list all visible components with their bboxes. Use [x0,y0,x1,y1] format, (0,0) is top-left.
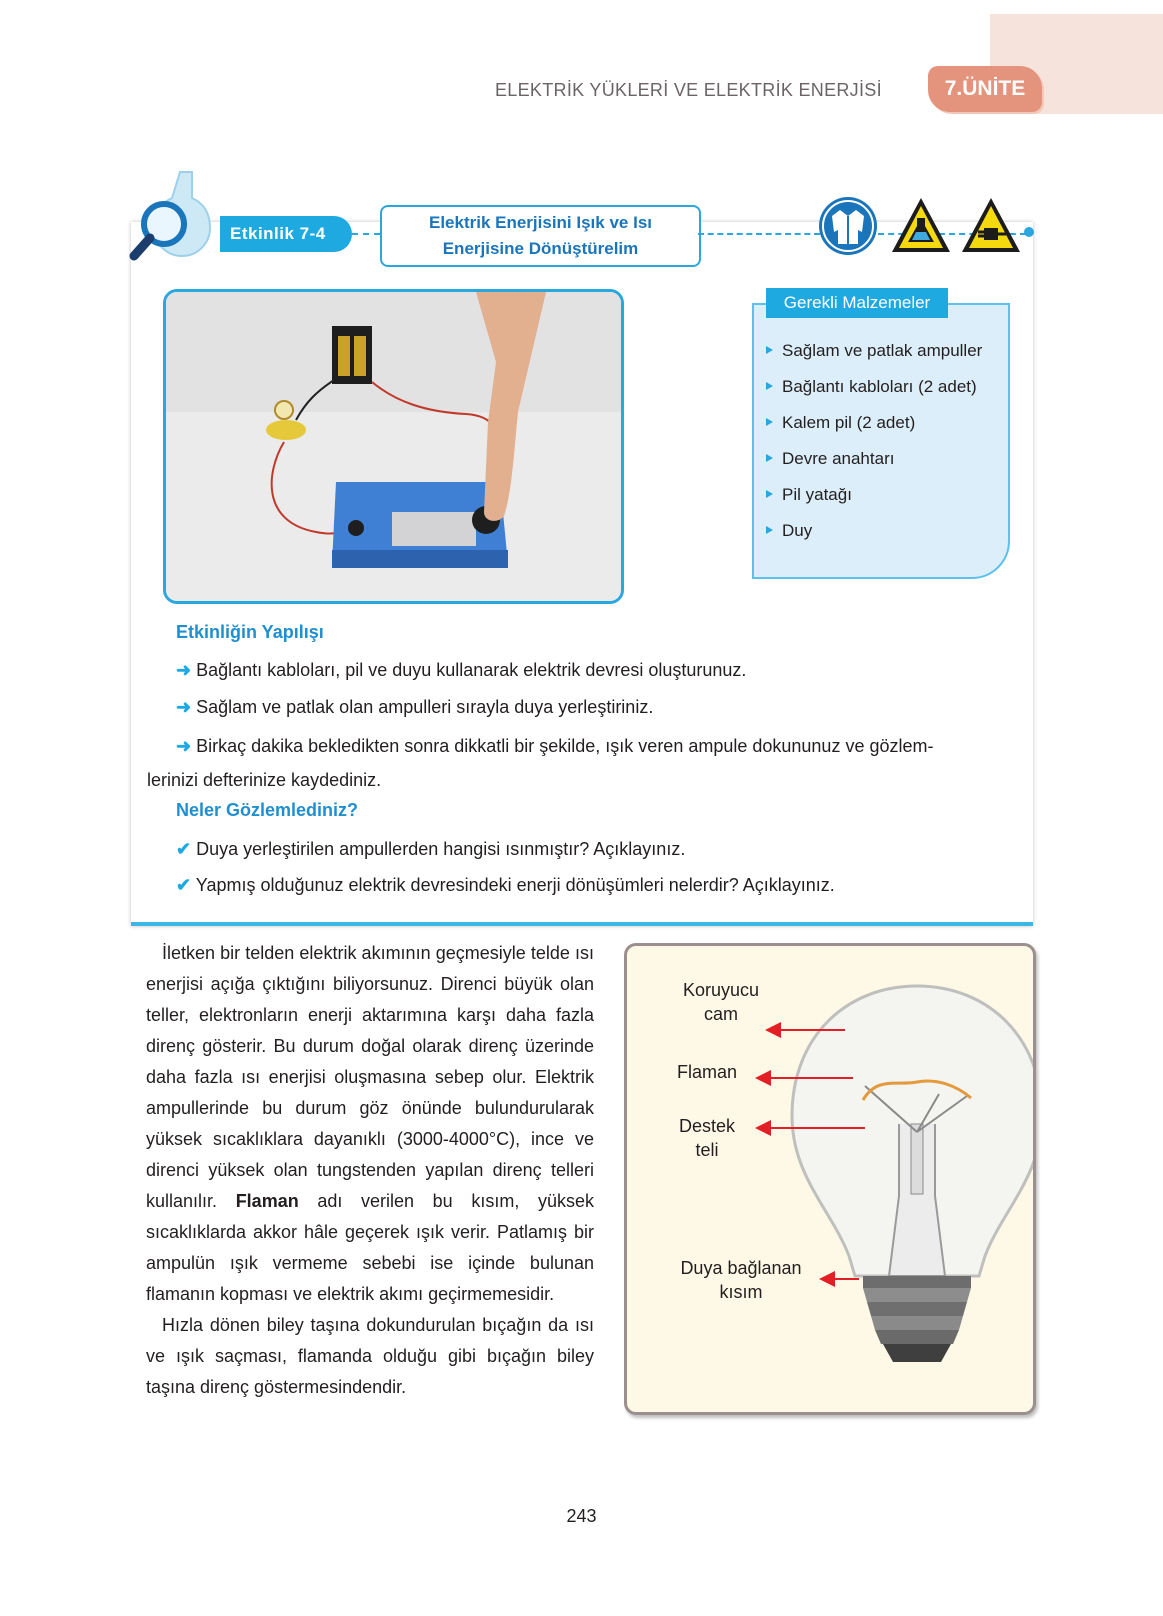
procedure-step-text: Birkaç dakika bekledikten sonra dikkatli bir şekilde, ışık veren ampule dokununuz ve gözlem- [196,736,934,756]
body-paragraph: Hızla dönen biley taşına dokundurulan bıçağın da ısı ve ışık saçması, flamanda olduğu gibi bıçağın biley taşına direnç göstermesindendir. [146,1315,594,1397]
procedure-step-text: Bağlantı kabloları, pil ve duyu kullanarak elektrik devresi oluşturunuz. [196,660,747,680]
label-line: teli [695,1140,719,1160]
body-paragraph-part: adı verilen bu kısım, yüksek sıcaklıklarda akkor hâle geçerek ışık verir. Patlamış bir ampulün ışık vermeme sebebi ise içinde bulunan flamanın kopması ve elektrik akımı geçirmemesidir. [146,1191,594,1304]
question-item [176,834,685,864]
materials-title: Gerekli Malzemeler [766,288,948,318]
question-text: Yapmış olduğunuz elektrik devresindeki enerji dönüşümleri nelerdir? Açıklayınız. [195,875,835,895]
bold-term: Flaman [235,1191,299,1211]
activity-title [380,205,701,267]
procedure-step [176,655,746,685]
materials-list [766,340,982,556]
body-paragraph [146,938,594,1310]
dashed-connector [698,233,820,235]
label-base [671,1256,811,1304]
label-line: Destek [678,1116,736,1136]
chapter-title: ELEKTRİK YÜKLERİ VE ELEKTRİK ENERJİSİ [495,80,882,100]
observation-heading: Neler Gözlemlediniz? [176,800,359,820]
arrow-right-icon: ➜ [176,660,192,680]
body-paragraph-part: İletken bir telden elektrik akımının geçmesiyle telde ısı enerjisi açığa çıktığını biliyorsunuz. Direnci büyük olan teller, elektronların enerji aktarımına karşı daha fazla direnç gösterir. Bu durum doğal olarak direnç üzerinde daha fazla ısı enerjisi oluşmasına sebep olur. Elektrik ampullerinde bu durum göz önünde bulundurularak yüksek sıcaklıklara dayanıklı (3000-4000°C), ince ve direnci yüksek olan tungstenden yapılan direnç telleri kullanılır. [146,943,594,1211]
procedure-step [176,692,653,722]
checkmark-icon: ✔ [176,875,192,895]
label-protective-glass [667,978,775,1026]
material-item: Pil yatağı [766,484,982,520]
dashed-connector [352,233,380,235]
procedure-heading: Etkinliğin Yapılışı [176,622,324,642]
activity-title-line1: Elektrik Enerjisini Işık ve Isı [428,213,652,232]
connector-dot [1024,227,1034,237]
label-support-wire [667,1114,747,1162]
material-item: Sağlam ve patlak ampuller [766,340,982,376]
circuit-illustration [166,292,621,601]
question-item [176,870,835,900]
body-text [146,938,594,1403]
arrow-right-icon: ➜ [176,697,192,717]
question-text: Duya yerleştirilen ampullerden hangisi ısınmıştır? Açıklayınız. [196,839,686,859]
label-filament: Flaman [676,1062,738,1082]
label-line: Duya bağlanan [680,1258,802,1278]
chemical-warning-icon [890,196,952,254]
unit-badge: 7.ÜNİTE [928,66,1042,112]
procedure-step [176,731,933,761]
procedure-step-continuation: lerinizi defterinize kaydediniz. [147,770,382,790]
circuit-photo [163,289,624,604]
checkmark-icon: ✔ [176,839,192,859]
activity-title-line2: Enerjisine Dönüştürelim [442,239,639,258]
material-item: Devre anahtarı [766,448,982,484]
material-item: Bağlantı kabloları (2 adet) [766,376,982,412]
material-item: Duy [766,520,982,556]
electric-warning-icon [960,196,1022,254]
lab-coat-icon [818,196,878,256]
label-line: cam [703,1004,738,1024]
magnifier-flask-icon [128,168,223,268]
label-line: kısım [719,1282,763,1302]
material-item: Kalem pil (2 adet) [766,412,982,448]
arrow-right-icon: ➜ [176,736,192,756]
procedure-step-text: Sağlam ve patlak olan ampulleri sırayla duya yerleştiriniz. [196,697,654,717]
page-number: 243 [566,1506,597,1526]
bulb-diagram [624,943,1036,1415]
activity-tag: Etkinlik 7-4 [220,216,352,252]
label-line: Koruyucu [682,980,760,1000]
